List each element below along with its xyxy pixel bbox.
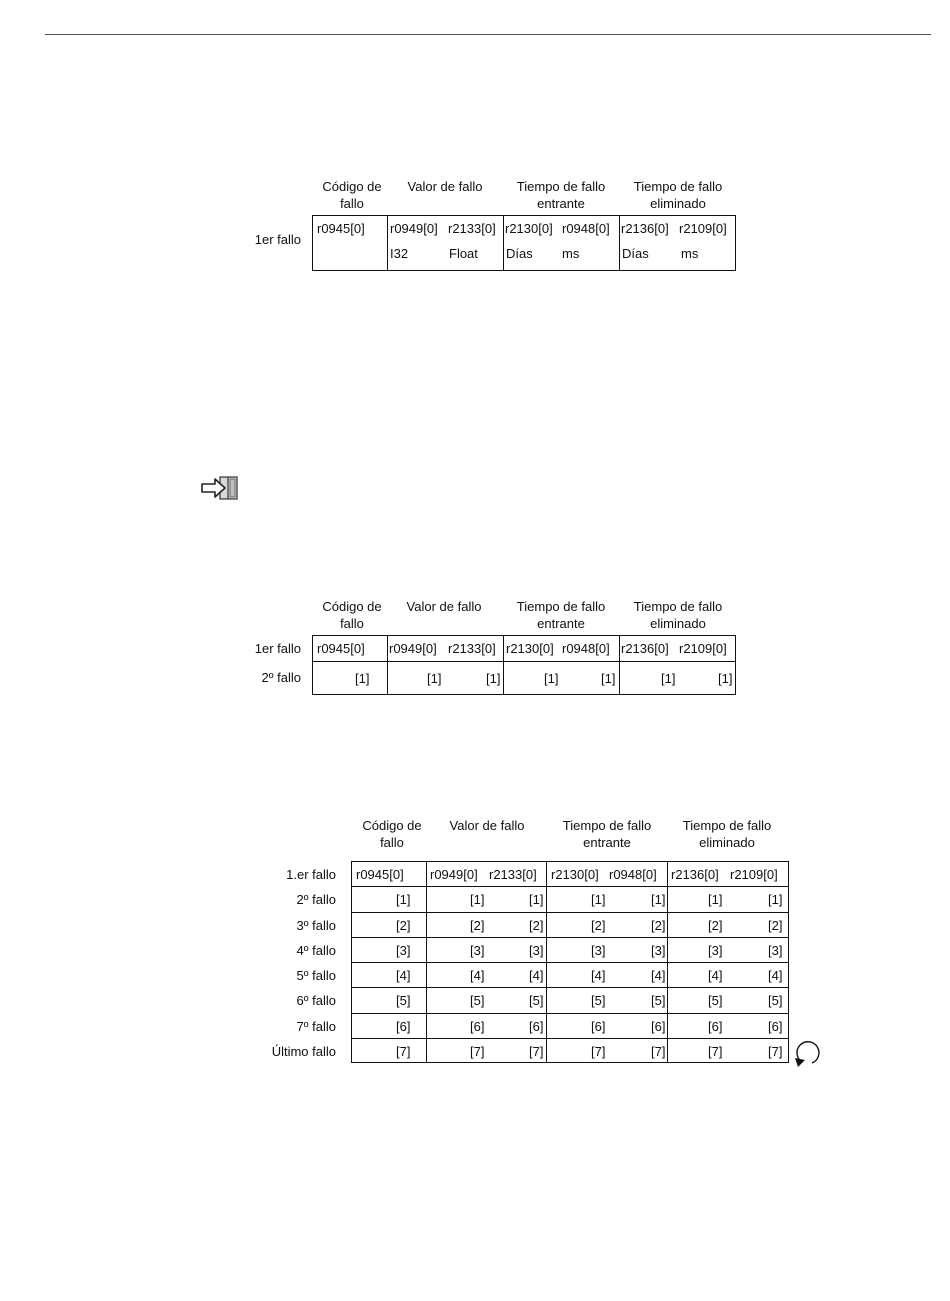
row-label: 2º fallo: [296, 892, 336, 908]
row-divider: [312, 661, 736, 662]
arrow-into-book-icon: [200, 475, 240, 501]
column-divider: [619, 215, 620, 271]
column-divider: [619, 635, 620, 695]
param-cell: r2133[0]: [448, 641, 496, 656]
index-cell: [5]: [396, 993, 411, 1009]
param-cell: r2136[0]: [621, 641, 669, 656]
index-cell: [6]: [591, 1018, 606, 1034]
row-label: 2º fallo: [261, 670, 301, 685]
cycle-arrow-icon: [793, 1034, 823, 1068]
index-cell: [5]: [708, 993, 723, 1009]
column-divider: [503, 635, 504, 695]
page-top-rule: [45, 34, 931, 35]
index-cell: [7]: [396, 1043, 411, 1059]
index-cell: [6]: [396, 1018, 411, 1034]
index-cell: [1]: [470, 892, 485, 908]
index-cell: [3]: [396, 942, 411, 958]
type-cell: Días: [622, 246, 649, 261]
param-cell: r0945[0]: [317, 641, 365, 656]
row-divider: [351, 1013, 789, 1014]
index-cell: [5]: [470, 993, 485, 1009]
row-label: 5º fallo: [296, 968, 336, 983]
index-cell: [6]: [470, 1018, 485, 1034]
header-codigo: Código de fallo: [322, 599, 382, 631]
type-cell: ms: [562, 246, 580, 261]
index-cell: [6]: [651, 1018, 666, 1034]
index-cell: [3]: [768, 942, 783, 958]
column-divider: [387, 635, 388, 695]
index-cell: [4]: [768, 968, 783, 983]
header-eliminado: Tiempo de fallo eliminado: [682, 818, 772, 850]
index-cell: [4]: [651, 968, 666, 983]
row-divider: [351, 1038, 789, 1039]
index-cell: [6]: [768, 1018, 783, 1034]
index-cell: [3]: [529, 942, 544, 958]
header-codigo: Código de fallo: [362, 818, 422, 850]
index-cell: [7]: [768, 1043, 783, 1059]
index-cell: [4]: [396, 968, 411, 983]
header-entrante: Tiempo de fallo entrante: [562, 818, 652, 850]
index-cell: [1]: [601, 671, 616, 686]
param-cell: r0945[0]: [356, 867, 404, 882]
row-divider: [351, 886, 789, 887]
param-cell: r2130[0]: [551, 867, 599, 882]
param-cell: r2109[0]: [679, 641, 727, 656]
param-cell: r2130[0]: [505, 221, 553, 236]
param-cell: r2133[0]: [489, 867, 537, 882]
index-cell: [1]: [708, 892, 723, 908]
index-cell: [2]: [591, 917, 606, 933]
header-codigo: Código de fallo: [322, 179, 382, 211]
row-divider: [351, 962, 789, 963]
index-cell: [3]: [708, 942, 723, 958]
index-cell: [1]: [427, 671, 442, 686]
type-cell: Float: [449, 246, 478, 261]
header-entrante: Tiempo de fallo entrante: [516, 179, 606, 211]
row-divider: [351, 987, 789, 988]
row-divider: [351, 912, 789, 913]
row-label: 1er fallo: [254, 641, 301, 656]
row-label: 1.er fallo: [286, 867, 336, 882]
header-valor: Valor de fallo: [407, 179, 483, 194]
index-cell: [4]: [470, 968, 485, 983]
index-cell: [1]: [529, 892, 544, 908]
type-cell: ms: [681, 246, 699, 261]
row-label: 7º fallo: [296, 1018, 336, 1034]
index-cell: [2]: [708, 917, 723, 933]
index-cell: [7]: [591, 1043, 606, 1059]
index-cell: [4]: [529, 968, 544, 983]
index-cell: [7]: [708, 1043, 723, 1059]
param-cell: r0949[0]: [390, 221, 438, 236]
header-entrante: Tiempo de fallo entrante: [516, 599, 606, 631]
param-cell: r2136[0]: [671, 867, 719, 882]
index-cell: [4]: [708, 968, 723, 983]
column-divider: [387, 215, 388, 271]
row-label: 4º fallo: [296, 942, 336, 958]
row-label: 1er fallo: [254, 232, 301, 247]
index-cell: [3]: [591, 942, 606, 958]
param-cell: r2130[0]: [506, 641, 554, 656]
index-cell: [7]: [529, 1043, 544, 1059]
index-cell: [5]: [768, 993, 783, 1009]
index-cell: [1]: [486, 671, 501, 686]
header-eliminado: Tiempo de fallo eliminado: [633, 599, 723, 631]
index-cell: [3]: [651, 942, 666, 958]
row-label: Último fallo: [271, 1043, 336, 1059]
index-cell: [7]: [470, 1043, 485, 1059]
index-cell: [6]: [708, 1018, 723, 1034]
row-label: 3º fallo: [296, 917, 336, 933]
param-cell: r0948[0]: [562, 221, 610, 236]
index-cell: [2]: [396, 917, 411, 933]
index-cell: [7]: [651, 1043, 666, 1059]
header-valor: Valor de fallo: [449, 818, 525, 833]
param-cell: r0945[0]: [317, 221, 365, 236]
index-cell: [1]: [396, 892, 411, 908]
index-cell: [5]: [591, 993, 606, 1009]
param-cell: r0949[0]: [389, 641, 437, 656]
type-cell: Días: [506, 246, 533, 261]
index-cell: [1]: [718, 671, 733, 686]
index-cell: [1]: [544, 671, 559, 686]
row-label: 6º fallo: [296, 993, 336, 1009]
index-cell: [2]: [768, 917, 783, 933]
index-cell: [1]: [591, 892, 606, 908]
column-divider: [503, 215, 504, 271]
param-cell: r2133[0]: [448, 221, 496, 236]
index-cell: [5]: [651, 993, 666, 1009]
param-cell: r0948[0]: [609, 867, 657, 882]
index-cell: [3]: [470, 942, 485, 958]
index-cell: [2]: [529, 917, 544, 933]
index-cell: [1]: [768, 892, 783, 908]
row-divider: [351, 937, 789, 938]
index-cell: [2]: [651, 917, 666, 933]
param-cell: r0948[0]: [562, 641, 610, 656]
type-cell: I32: [390, 246, 409, 261]
index-cell: [1]: [661, 671, 676, 686]
header-valor: Valor de fallo: [406, 599, 482, 614]
index-cell: [4]: [591, 968, 606, 983]
param-cell: r2109[0]: [679, 221, 727, 236]
param-cell: r2136[0]: [621, 221, 669, 236]
header-eliminado: Tiempo de fallo eliminado: [633, 179, 723, 211]
index-cell: [1]: [355, 671, 370, 686]
param-cell: r2109[0]: [730, 867, 778, 882]
index-cell: [6]: [529, 1018, 544, 1034]
index-cell: [5]: [529, 993, 544, 1009]
index-cell: [2]: [470, 917, 485, 933]
param-cell: r0949[0]: [430, 867, 478, 882]
index-cell: [1]: [651, 892, 666, 908]
